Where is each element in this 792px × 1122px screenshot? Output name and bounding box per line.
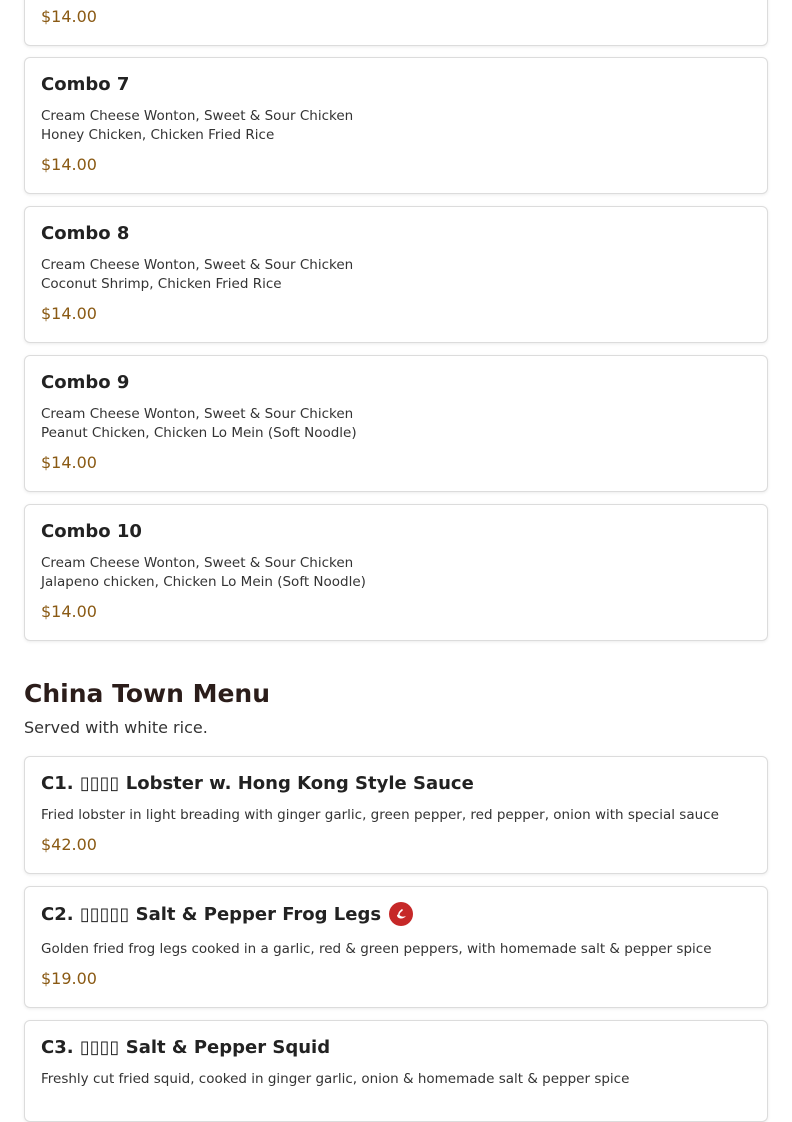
item-description: Cream Cheese Wonton, Sweet & Sour Chicken Honey Chicken, Chicken Fried Rice	[41, 108, 354, 143]
item-price: $14.00	[41, 602, 97, 621]
item-title: Combo 9	[41, 372, 130, 393]
item-title: C2. ▯▯▯▯▯ Salt & Pepper Frog Legs	[41, 903, 382, 925]
item-title: Combo 10	[41, 521, 142, 542]
menu-item-card[interactable]	[24, 756, 768, 874]
item-price: $42.00	[41, 835, 97, 854]
menu-item-card[interactable]	[24, 206, 768, 343]
menu-item-card[interactable]	[24, 504, 768, 641]
item-description: Fried lobster in light breading with ginger garlic, green pepper, red pepper, onion with special sauce	[41, 807, 719, 823]
item-title: Combo 7	[41, 74, 130, 95]
item-title: Combo 8	[41, 223, 130, 244]
menu-item-card[interactable]	[24, 0, 768, 46]
chili-pepper-icon	[389, 902, 413, 926]
item-description: Cream Cheese Wonton, Sweet & Sour Chicken Jalapeno chicken, Chicken Lo Mein (Soft Noodle)	[41, 555, 366, 590]
item-price: $14.00	[41, 453, 97, 472]
item-price: $14.00	[41, 155, 97, 174]
item-title: C1. ▯▯▯▯ Lobster w. Hong Kong Style Sauce	[41, 773, 474, 794]
item-price: $14.00	[41, 7, 97, 26]
menu-item-card[interactable]	[24, 886, 768, 1008]
item-description: Golden fried frog legs cooked in a garlic, red & green peppers, with homemade salt & pepper spice	[41, 941, 712, 957]
item-description: Cream Cheese Wonton, Sweet & Sour Chicken Coconut Shrimp, Chicken Fried Rice	[41, 257, 354, 292]
menu-item-card[interactable]	[24, 355, 768, 492]
menu-item-card[interactable]	[24, 1020, 768, 1122]
item-price: $14.00	[41, 304, 97, 323]
item-description: Freshly cut fried squid, cooked in ginger garlic, onion & homemade salt & pepper spice	[41, 1071, 630, 1087]
menu-item-card[interactable]	[24, 57, 768, 194]
section-title: China Town Menu	[24, 679, 271, 708]
item-title: C3. ▯▯▯▯ Salt & Pepper Squid	[41, 1037, 331, 1058]
section-subtitle: Served with white rice.	[24, 718, 208, 737]
item-description: Cream Cheese Wonton, Sweet & Sour Chicken Peanut Chicken, Chicken Lo Mein (Soft Noodle)	[41, 406, 357, 441]
item-price: $19.00	[41, 969, 97, 988]
item-title-row	[41, 902, 413, 926]
